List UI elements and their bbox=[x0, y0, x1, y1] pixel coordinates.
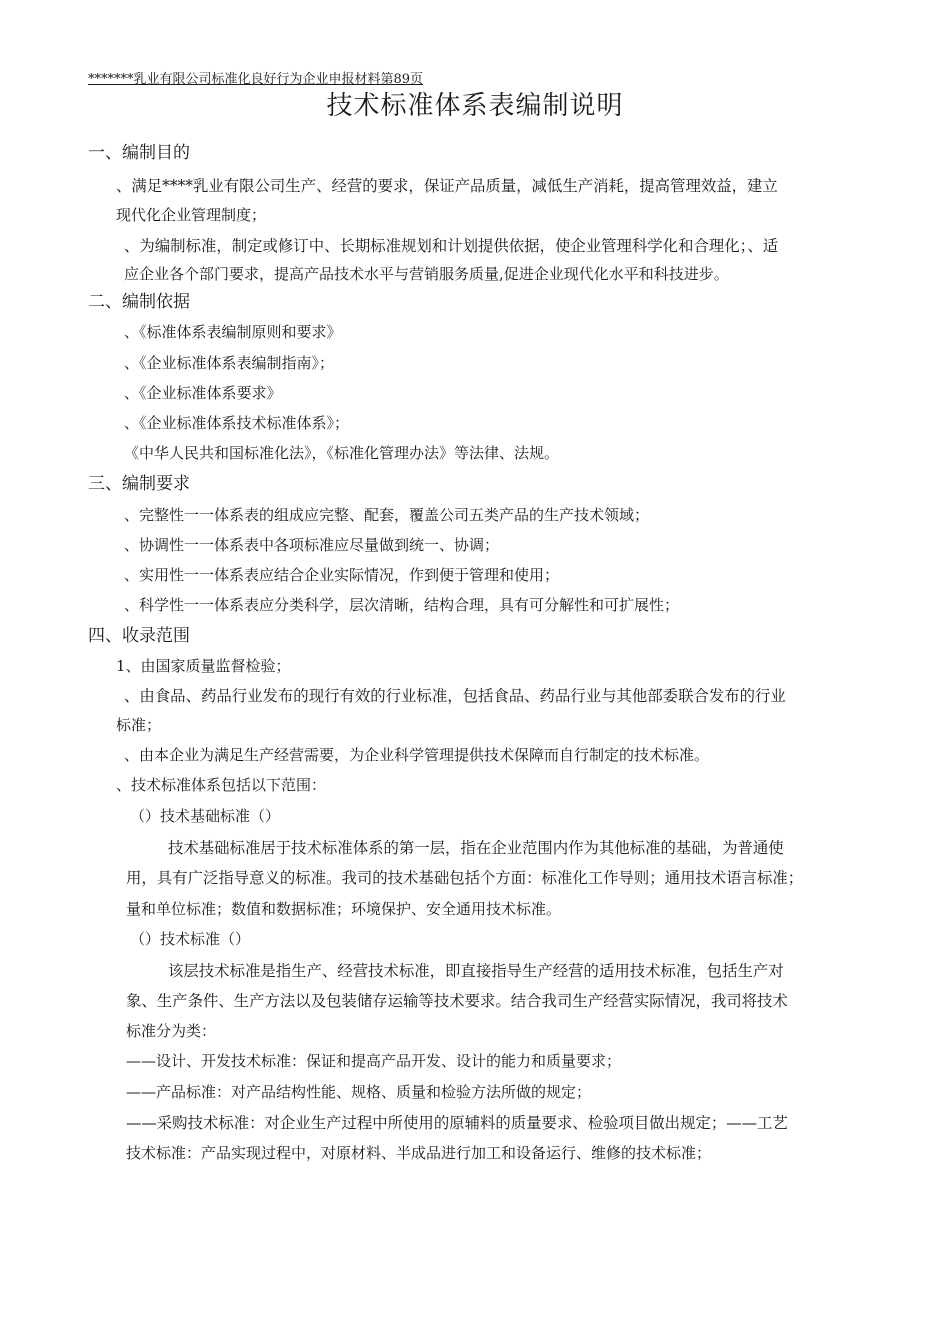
list-item: 、实用性一一体系表应结合企业实际情况，作到便于管理和使用； bbox=[124, 566, 560, 584]
paragraph-line: 标准分为类： bbox=[126, 1022, 217, 1040]
list-item: 《中华人民共和国标准化法》，《标准化管理办法》等法律、法规。 bbox=[124, 444, 560, 462]
paragraph-line: 该层技术标准是指生产、经营技术标准，即直接指导生产经营的适用技术标准，包括生产对 bbox=[168, 962, 784, 980]
paragraph-line: ——设计、开发技术标准：保证和提高产品开发、设计的能力和质量要求； bbox=[126, 1052, 622, 1070]
paragraph-line: 、由食品、药品行业发布的现行有效的行业标准，包括食品、药品行业与其他部委联合发布的行业 bbox=[124, 687, 786, 705]
paragraph-line: 技术基础标准居于技术标准体系的第一层，指在企业范围内作为其他标准的基础，为普通使 bbox=[168, 839, 784, 857]
subheading: （）技术标准（） bbox=[130, 930, 251, 948]
page-header: *******乳业有限公司标准化良好行为企业申报材料第89页 bbox=[88, 72, 424, 87]
list-item: 、《标准体系表编制原则和要求》 bbox=[124, 323, 342, 341]
paragraph-line: 1、由国家质量监督检验； bbox=[116, 657, 291, 675]
paragraph-line: 、由本企业为满足生产经营需要，为企业科学管理提供技术保障而自行制定的技术标准。 bbox=[124, 746, 710, 764]
paragraph-line: 标准； bbox=[116, 716, 162, 734]
section-1-heading: 一、编制目的 bbox=[88, 143, 190, 163]
section-4-heading: 四、收录范围 bbox=[88, 626, 190, 646]
paragraph-line: 现代化企业管理制度； bbox=[116, 206, 267, 224]
paragraph-line: 象、生产条件、生产方法以及包装储存运输等技术要求。结合我司生产经营实际情况，我司将技术 bbox=[126, 992, 788, 1010]
list-item: 、《企业标准体系技术标准体系》； bbox=[124, 414, 350, 432]
list-item: 、《企业标准体系要求》 bbox=[124, 384, 282, 402]
list-item: 、《企业标准体系表编制指南》； bbox=[124, 354, 335, 372]
paragraph-line: 量和单位标准；数值和数据标准；环境保护、安全通用技术标准。 bbox=[126, 900, 562, 918]
list-item: 、协调性一一体系表中各项标准应尽量做到统一、协调； bbox=[124, 536, 500, 554]
paragraph-line: 技术标准：产品实现过程中，对原材料、半成品进行加工和设备运行、维修的技术标准； bbox=[126, 1144, 712, 1162]
section-3-heading: 三、编制要求 bbox=[88, 474, 190, 494]
subheading: （）技术基础标准（） bbox=[130, 807, 281, 825]
paragraph-line: ——产品标准：对产品结构性能、规格、质量和检验方法所做的规定； bbox=[126, 1083, 592, 1101]
list-item: 、完整性一一体系表的组成应完整、配套，覆盖公司五类产品的生产技术领域； bbox=[124, 506, 650, 524]
document-title: 技术标准体系表编制说明 bbox=[326, 91, 624, 121]
paragraph-line: 用，具有广泛指导意义的标准。我司的技术基础包括个方面：标准化工作导则；通用技术语言标准； bbox=[126, 869, 804, 887]
paragraph-line: 、为编制标准，制定或修订中、长期标准规划和计划提供依据，使企业管理科学化和合理化；、适 bbox=[124, 237, 779, 255]
paragraph-line: 、技术标准体系包括以下范围： bbox=[116, 776, 327, 794]
section-2-heading: 二、编制依据 bbox=[88, 292, 190, 312]
list-item: 、科学性一一体系表应分类科学，层次清晰，结构合理，具有可分解性和可扩展性； bbox=[124, 596, 680, 614]
paragraph-line: ——采购技术标准：对企业生产过程中所使用的原辅料的质量要求、检验项目做出规定；——工艺 bbox=[126, 1114, 788, 1132]
paragraph-line: 应企业各个部门要求，提高产品技术水平与营销服务质量,促进企业现代化水平和科技进步。 bbox=[124, 265, 729, 283]
paragraph-line: 、满足****乳业有限公司生产、经营的要求，保证产品质量，减低生产消耗，提高管理效益，建立 bbox=[116, 177, 778, 195]
